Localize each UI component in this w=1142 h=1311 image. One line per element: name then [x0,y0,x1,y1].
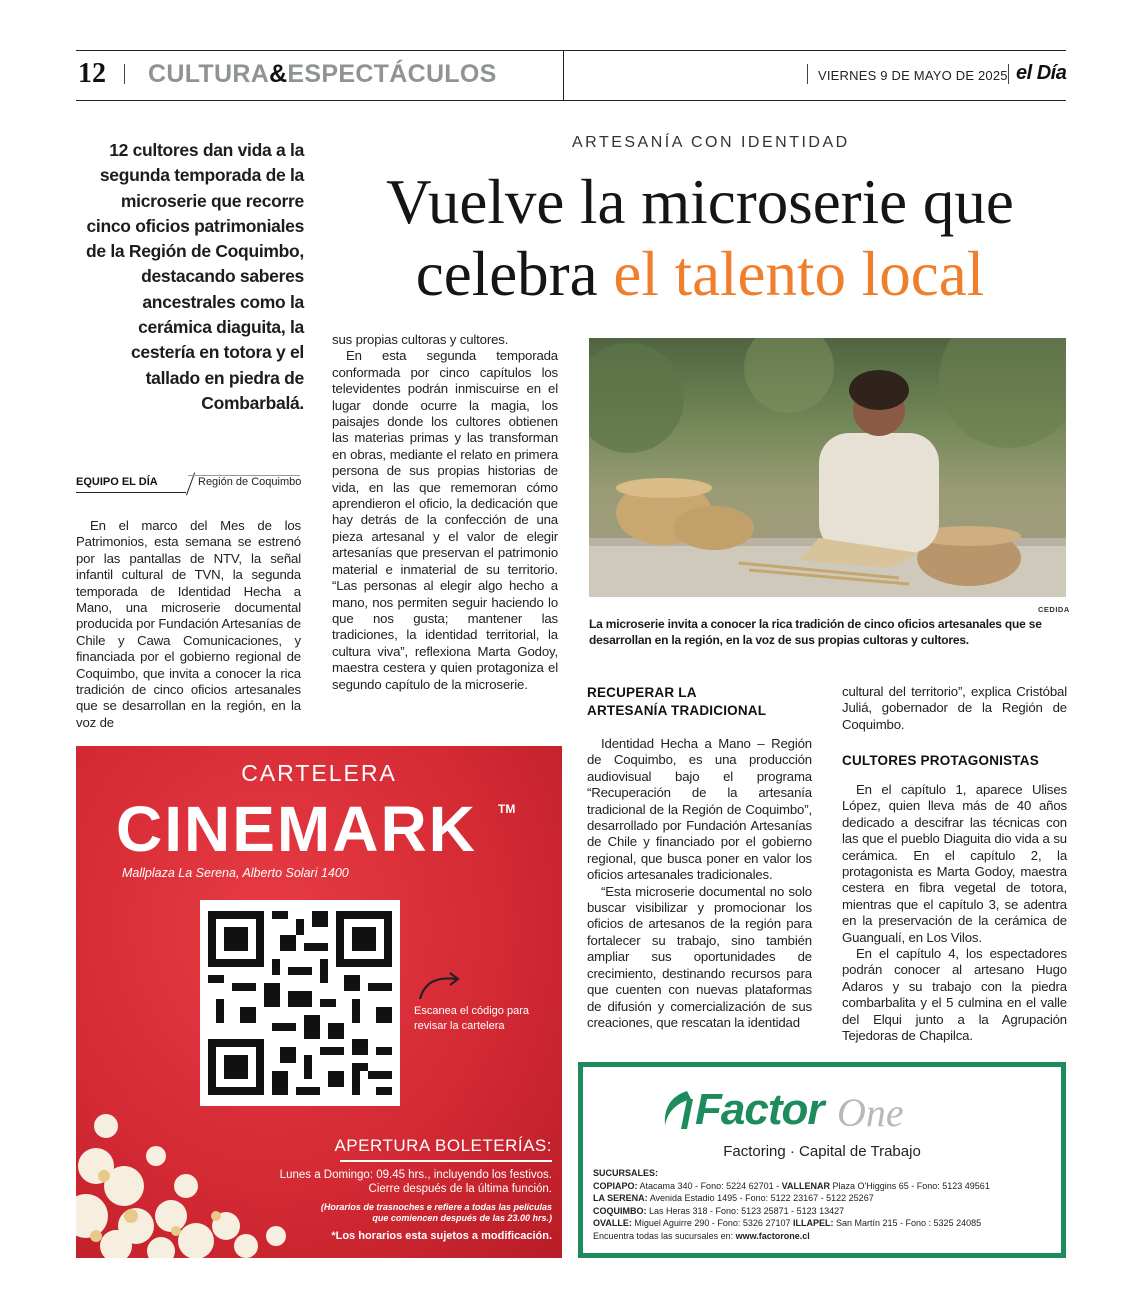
qr-code-icon [200,900,400,1106]
arrow-icon [416,971,466,1005]
byline-rule [76,492,186,493]
artisan-photo-illustration [589,338,1066,597]
section-title-part1: CULTURA [148,60,270,88]
photo-caption: La microserie invita a conocer la rica tradición de cinco oficios artesanales que se desarrollan en la región, en la voz de sus propias cultoras y cultores. [589,617,1042,647]
branch-info: Avenida Estadio 1495 - Fono: 5122 23167 - 5122 25267 [649,1193,874,1204]
branch-info: San Martín 215 - Fono : 5325 24085 [836,1218,982,1229]
subhead-line: RECUPERAR LA [587,685,697,700]
factor-one-logo: Factor [695,1085,824,1134]
branch-info: Plaza O'Higgins 65 - Fono: 5123 49561 [832,1180,990,1191]
header-bottom-rule [76,100,1066,101]
body-paragraph: “Esta microserie documental no solo buscar visibilizar y promocionar los oficios de artesanos de la región para fortalecer su trabajo, sino también ampliar sus oportunidades de crecimiento, destinando recursos para que cuenten con nuevas plataformas de difusión y comercialización de sus creaciones, que rescatan la identidad [587,883,812,1030]
byline-author: EQUIPO EL DÍA [76,476,158,488]
section-title [148,60,497,89]
cinemark-apertura-rule [340,1160,552,1162]
article-photo [589,338,1066,597]
headline-line2: celebra [415,239,614,309]
body-paragraph: sus propias cultoras y cultores. [332,332,509,347]
body-paragraph: En el capítulo 4, los espectadores podrán conocer al artesano Hugo Adaros y su trabajo con la piedra combarbalita y el 5 culmina en el valle del Elqui junto a la Agrupación Tejedoras de Chapilca. [842,946,1067,1044]
cinemark-ad[interactable] [76,746,562,1258]
cinemark-hours [252,1168,552,1196]
factor-one-tagline: Factoring · Capital de Trabajo [723,1143,921,1160]
cinemark-cartelera: CARTELERA [241,760,397,786]
cinemark-logo: CINEMARK [116,793,477,865]
branch-info: Las Heras 318 - Fono: 5123 25871 - 5123 13427 [649,1205,845,1216]
factor-one-ad-inner [583,1067,1061,1253]
photo-credit: CEDIDA [1038,605,1070,614]
subhead-line: ARTESANÍA TRADICIONAL [587,703,767,718]
subhead-cultores: CULTORES PROTAGONISTAS [842,753,1039,768]
cinemark-hours-line: Lunes a Domingo: 09.45 hrs., incluyendo los festivos. [279,1169,552,1181]
branch-city: ILLAPEL: [792,1218,834,1229]
cinemark-disclaimer: *Los horarios esta sujetos a modificación. [331,1230,552,1242]
factor-one-logo-sub: One [837,1090,904,1135]
header-top-rule [76,50,1066,51]
body-paragraph: cultural del territorio”, explica Cristóbal Juliá, gobernador de la Región de Coquimbo. [842,684,1067,732]
web-text: Encuentra todas las sucursales en: [593,1230,734,1241]
section-title-amp: & [269,60,288,88]
subhead-recuperar [587,684,766,720]
header-separator [807,64,808,84]
factor-one-branches [593,1167,1053,1243]
body-paragraph: En el marco del Mes de los Patrimonios, esta semana se estrenó por las pantallas de NTV, la señal infantil cultural de TVN, la segunda temporada de Identidad Hecha a Mano, una microserie documental producida por Fundación Artesanías de Chile y Cawa Comunicaciones, y financiada por el gobierno regional de Coquimbo, que invita a conocer la rica tradición de cinco oficios artesanales que se desarrollan en la región, en la voz de [76,518,301,730]
branch-city: COPIAPO: [593,1180,638,1191]
body-column-2 [332,332,558,693]
article-headline [330,166,1070,310]
section-title-part2: ESPECTÁCULOS [287,60,497,88]
article-lead: 12 cultores dan vida a la segunda temporada de la microserie que recorre cinco oficios patrimoniales de la Región de Coquimbo, destacando saberes ancestrales como la cerámica diaguita, la cestería en totora y el tallado en piedra de Combarbalá. [85,140,304,413]
headline-line1: Vuelve la microserie que [386,167,1014,237]
body-paragraph: Identidad Hecha a Mano – Región de Coquimbo, es una producción audiovisual bajo el programa “Recuperación de la artesanía tradicional de la Región de Coquimbo”, desarrollado por Fundación Artesanías de Chile y financiado por el gobierno regional, que busca poner en valor los oficios artesanales tradicionales. [587,736,812,883]
newspaper-brand: el Día [1016,62,1067,84]
header-separator [1008,64,1009,84]
branch-city: LA SERENA: [593,1193,648,1204]
branches-label: SUCURSALES: [593,1168,659,1178]
header-separator [124,64,125,84]
factor-one-ad[interactable] [578,1062,1066,1258]
headline-accent: el talento local [613,239,985,309]
branch-city: COQUIMBO: [593,1205,647,1216]
header-date: VIERNES 9 DE MAYO DE 2025 [818,68,1008,83]
cinemark-apertura: APERTURA BOLETERÍAS: [334,1136,552,1155]
branch-city: OVALLE: [593,1218,632,1229]
cinemark-scan-text: Escanea el código para revisar la cartelera [414,1005,529,1032]
article-kicker: ARTESANÍA CON IDENTIDAD [572,134,850,151]
body-column-4 [842,684,1067,733]
branch-city: VALLENAR [781,1180,830,1191]
body-paragraph: En esta segunda temporada conformada por cinco capítulos los televidentes podrán inmiscuirse en el lugar donde ocurre la magia, los paisajes donde los cultores obtienen las materias primas y las transforman en obras, mediante el relato en primera persona de sus propias historias de vida, en las que rememoran cómo aprendieron el oficio, la dedicación que hay detrás de la confección de una pieza artesanal y el valor de elegir artesanías que preservan el patrimonio material e inmaterial de su territorio. “Las personas al elegir algo hecho a mano, nos permiten seguir haciendo lo que nos gusta; mantener las tradiciones, la identidad territorial, la cultura viva”, reflexiona Marta Godoy, maestra cestera y quien protagoniza el segundo capítulo de la microserie. [332,348,558,692]
body-column-4-continued [842,782,1067,1045]
page-number: 12 [78,58,106,89]
header-divider [563,50,564,100]
body-column-3 [587,736,812,1031]
qr-code[interactable] [200,900,400,1106]
cinemark-hours-line: Cierre después de la última función. [368,1183,552,1195]
cinemark-trademark: TM [498,802,516,816]
branch-info: Atacama 340 - Fono: 5224 62701 - [639,1180,780,1191]
branch-info: Miguel Aguirre 290 - Fono: 5326 27107 [634,1218,791,1229]
web-link[interactable]: www.factorone.cl [735,1230,810,1241]
body-paragraph: En el capítulo 1, aparece Ulises López, quien lleva más de 40 años dedicado a descifrar las técnicas con las que el pueblo Diaguita dio vida a su cerámica. En el capítulo 2, la protagonista es Marta Godoy, maestra cestera en fibra vegetal de totora, mientras que el capítulo 3, se adentra en la preservación de la cerámica de Guangualí, en Los Vilos. [842,782,1067,945]
cinemark-location: Mallplaza La Serena, Alberto Solari 1400 [122,866,349,880]
body-column-1 [76,518,301,731]
byline-location: Región de Coquimbo [198,476,302,488]
cinemark-note: (Horarios de trasnoches e refiere a todas las películas que comiencen después de las 23.00 hrs.) [320,1202,552,1223]
